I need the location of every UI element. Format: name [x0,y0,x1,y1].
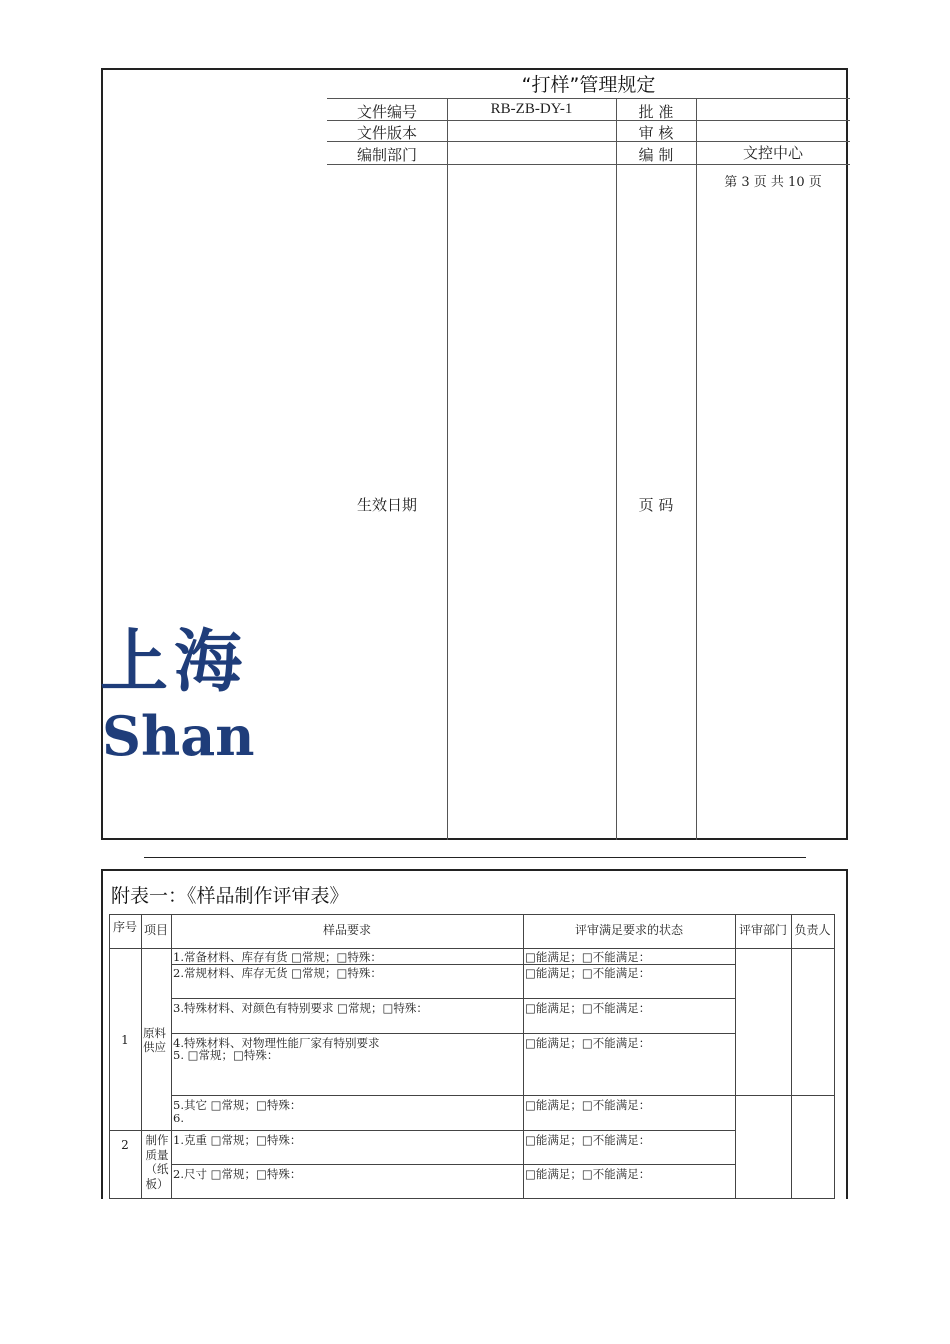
page-number: 第 3 页 共 10 页 [724,175,822,190]
version-label: 文件版本 [356,124,417,142]
doc-no-value: RB-ZB-DY-1 [490,101,573,117]
table-border [109,1198,834,1199]
requirement-text: 1.常备材料、库存有货 □常规；□特殊： [173,950,382,964]
logo-chinese-text: 上海 [100,622,249,702]
column-divider [447,98,448,840]
requirement-text: 5.其它 □常规；□特殊： [173,1098,302,1112]
group-no: 2 [121,1138,129,1152]
row-divider [171,1095,835,1096]
column-divider [696,98,697,840]
column-divider [523,914,524,1199]
group-no: 1 [121,1033,129,1047]
table-border [109,948,834,949]
column-divider [735,914,736,1199]
status-text: □能满足；□不能满足： [525,1098,651,1112]
requirement-text: 1.克重 □常规；□特殊： [173,1133,302,1147]
column-divider [141,914,142,1199]
table-border [109,914,834,915]
column-divider [171,914,172,1199]
requirement-text: 2.常规材料、库存无货 □常规；□特殊： [173,966,382,980]
compile-label: 编 制 [638,146,674,164]
requirement-text: 3.特殊材料、对颜色有特别要求 □常规；□特殊： [173,1001,428,1015]
status-text: □能满足；□不能满足： [525,1001,651,1015]
status-text: □能满足；□不能满足： [525,1167,651,1181]
requirement-text: 2.尺寸 □常规；□特殊： [173,1167,302,1181]
requirement-text: 4.特殊材料、对物理性能厂家有特别要求 [173,1036,380,1050]
status-text: □能满足；□不能满足： [525,950,651,964]
appendix-title: 附表一：《样品制作评审表》 [111,885,349,907]
row-divider [171,1033,735,1034]
group-item: 制作质量（纸板） [145,1133,169,1191]
row-divider [171,964,735,965]
status-text: □能满足；□不能满足： [525,1133,651,1147]
logo-english-text: Shan [102,704,255,768]
review-label: 审 核 [638,124,674,142]
column-divider [616,98,617,840]
column-divider [791,914,792,1199]
col-header-item: 项目 [143,923,168,937]
col-header-dept: 评审部门 [738,923,787,937]
group-item: 原料供应 [143,1026,166,1054]
section-divider [144,857,806,858]
company-logo [100,600,255,770]
requirement-text-line2: 5. □常规；□特殊： [173,1048,279,1062]
table-border [109,914,110,1199]
col-header-owner: 负责人 [794,923,831,937]
col-header-requirement: 样品要求 [322,923,371,937]
status-text: □能满足；□不能满足： [525,1036,651,1050]
dept-label: 编制部门 [356,146,417,164]
row-divider [171,998,735,999]
requirement-text-line2: 6. [173,1111,184,1125]
row-divider [171,1164,735,1165]
col-header-no: 序号 [112,920,137,934]
page-label: 页 码 [638,496,674,514]
status-text: □能满足；□不能满足： [525,966,651,980]
effective-date-label: 生效日期 [356,496,417,514]
compile-value: 文控中心 [742,144,803,162]
row-divider [109,1130,735,1131]
appendix-section [101,869,848,1199]
table-border [834,914,835,1199]
approve-label: 批 准 [638,103,674,121]
doc-no-label: 文件编号 [356,103,417,121]
document-title: “打样”管理规定 [327,70,850,99]
col-header-status: 评审满足要求的状态 [574,923,683,937]
